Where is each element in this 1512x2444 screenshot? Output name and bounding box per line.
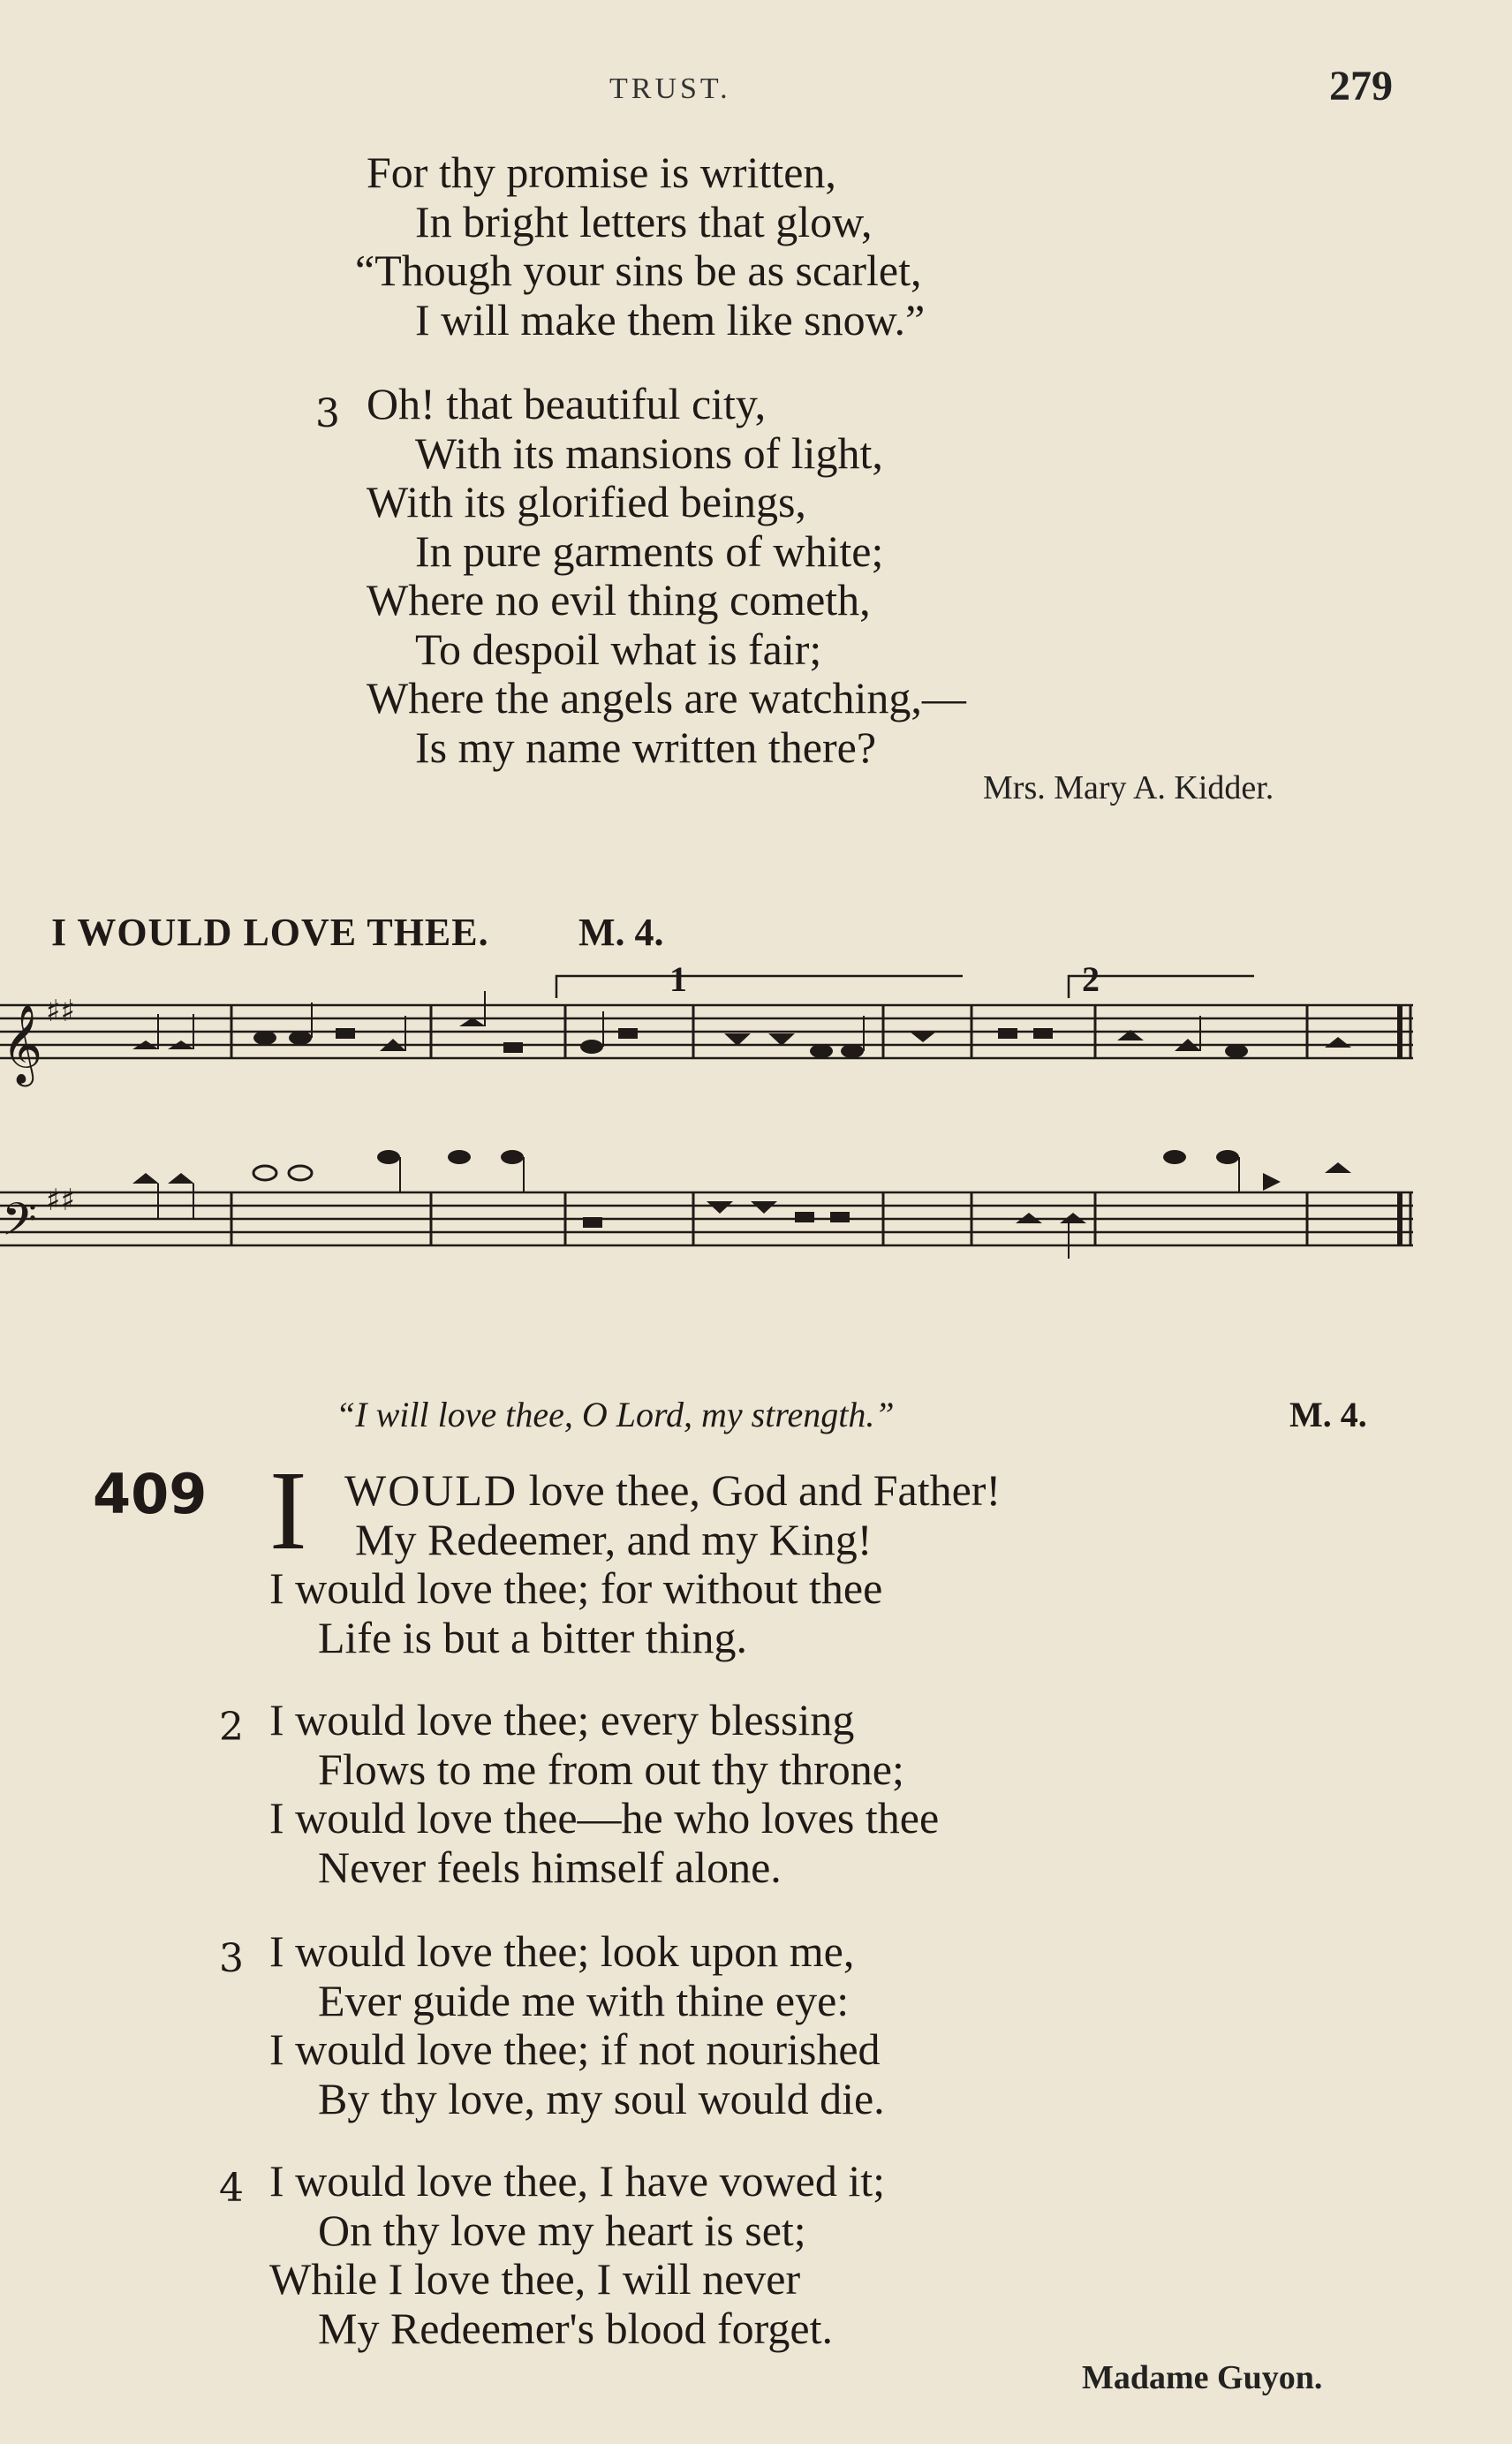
verse-line: I would love thee; every blessing (269, 1695, 855, 1744)
verse-line: Life is but a bitter thing. (318, 1612, 748, 1662)
sharp-icon: ♯♯ (46, 994, 75, 1029)
running-head: TRUST. (609, 72, 731, 105)
verse-line: I would love thee, I have vowed it; (269, 2156, 886, 2206)
bass-notes (132, 1150, 1351, 1228)
page-number: 279 (1329, 63, 1393, 110)
verse-line: In pure garments of white; (415, 526, 884, 576)
stanza-2 (269, 1696, 939, 1892)
verse-line: To despoil what is fair; (415, 624, 822, 674)
verse-line: Oh! that beautiful city, (367, 379, 767, 428)
verse-line: Flows to me from out thy throne; (318, 1744, 904, 1794)
scripture-epigraph: “I will love thee, O Lord, my strength.” (336, 1395, 895, 1434)
drop-cap: I (269, 1448, 307, 1573)
page-header (0, 62, 1512, 115)
verse-line: Is my name written there? (415, 722, 877, 772)
sharp-icon: ♯♯ (46, 1183, 75, 1218)
verse-line: I would love thee—he who loves thee (269, 1793, 940, 1842)
verse-line: By thy love, my soul would die. (318, 2073, 885, 2123)
stanza-number: 2 (219, 1705, 244, 1750)
verse-line: “Though your sins be as scarlet, (355, 246, 922, 295)
barlines (231, 1005, 1410, 1245)
bass-clef-icon: 𝄢 (2, 1192, 37, 1257)
verse-line: In bright letters that glow, (415, 196, 873, 246)
stanza-number: 4 (219, 2166, 244, 2211)
verse-line: Never feels himself alone. (318, 1842, 782, 1892)
verse-line: Where no evil thing cometh, (367, 575, 871, 624)
tune-title: I WOULD LOVE THEE. (51, 911, 489, 954)
bass-stems (158, 1157, 1239, 1259)
verse-line: Ever guide me with thine eye: (318, 1975, 850, 2025)
hymn-meter: M. 4. (1289, 1395, 1367, 1434)
bass-staff (0, 1192, 1413, 1245)
verse-line: With its glorified beings, (367, 477, 806, 526)
tune-meter: M. 4. (578, 911, 664, 954)
verse-line (344, 1466, 1001, 1516)
verse-line: On thy love my heart is set; (318, 2205, 806, 2255)
previous-stanza-3 (367, 380, 966, 772)
previous-hymn-author: Mrs. Mary A. Kidder. (983, 769, 1274, 806)
stanza-1-opening (344, 1466, 1001, 1564)
treble-clef-icon: 𝄞 (2, 1004, 43, 1084)
stanza-number: 3 (219, 1936, 244, 1981)
verse-line: Where the angels are watching,— (367, 673, 966, 723)
treble-notes (132, 1018, 1351, 1058)
hymn-number: 409 (93, 1462, 208, 1526)
verse-line: I would love thee; for without thee (269, 1563, 883, 1613)
previous-stanza-end (355, 148, 926, 344)
verse-line: I will make them like snow.” (415, 294, 926, 344)
ending-brackets (556, 976, 1254, 998)
verse-line: With its mansions of light, (415, 428, 883, 478)
verse-line: While I love thee, I will never (269, 2254, 801, 2304)
first-line-rest: love thee, God and Father! (518, 1465, 1002, 1515)
first-ending-mark: 1 (669, 963, 687, 999)
first-word: WOULD (344, 1465, 518, 1515)
stanza-4 (269, 2157, 885, 2353)
verse-line: My Redeemer, and my King! (355, 1514, 873, 1564)
verse-line: I would love thee; if not nourished (269, 2024, 881, 2074)
hymn-author: Madame Guyon. (1082, 2359, 1323, 2396)
stanza-1-closing (269, 1564, 882, 1662)
verse-line: My Redeemer's blood forget. (318, 2303, 833, 2353)
stanza-number: 3 (315, 391, 340, 436)
verse-line: For thy promise is written, (367, 148, 836, 197)
verse-line: I would love thee; look upon me, (269, 1926, 855, 1976)
music-score (0, 963, 1512, 1316)
second-ending-mark: 2 (1082, 963, 1100, 999)
stanza-3 (269, 1927, 885, 2123)
treble-stems (158, 991, 1200, 1051)
